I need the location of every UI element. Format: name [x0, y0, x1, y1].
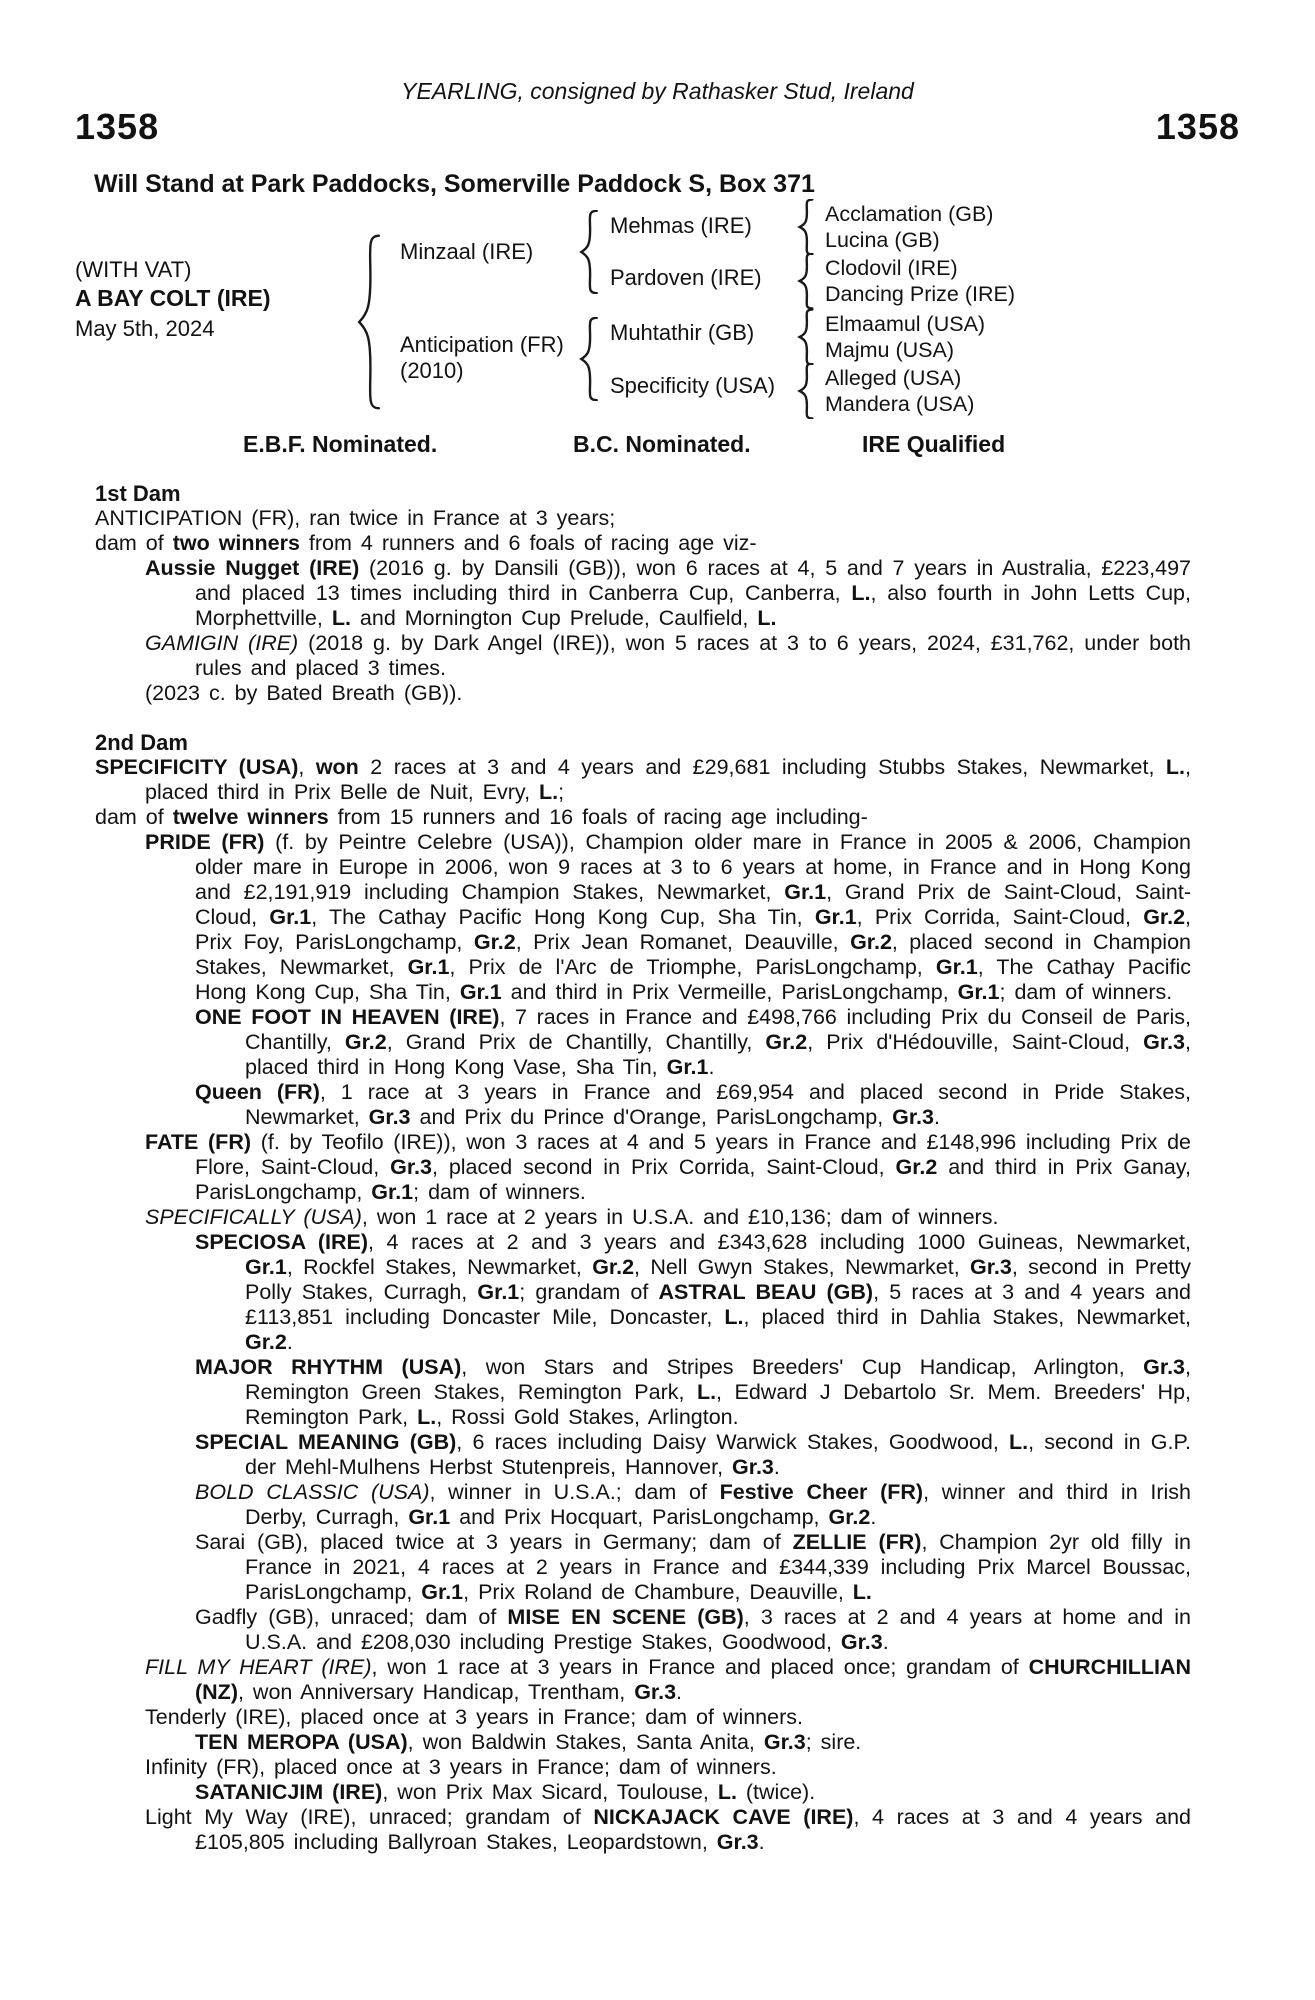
body-text: , Prix d'Hédouville, Saint-Cloud,	[807, 1030, 1144, 1054]
black-type-text: Gr.3	[892, 1105, 934, 1129]
pedigree-paragraph	[95, 531, 1191, 556]
black-type-text: L.	[539, 780, 559, 804]
dam-heading: 2nd Dam	[95, 730, 188, 755]
black-type-text: ZELLIE (FR)	[792, 1530, 922, 1554]
body-text: (f. by Teofilo (IRE)), won 3 races at 4 and 5 years in France and £148,996 including Prix de Flore, Saint-Cloud,	[195, 1130, 1191, 1179]
black-type-text: TEN MEROPA (USA)	[195, 1730, 408, 1754]
black-type-text: SPECIOSA (IRE)	[195, 1230, 369, 1254]
black-type-text: two winners	[172, 531, 300, 555]
body-text: , Remington Green Stakes, Remington Park,	[245, 1355, 1191, 1404]
black-type-text: twelve winners	[172, 805, 329, 829]
body-text: Gadfly (GB), unraced; dam of	[195, 1605, 508, 1629]
black-type-text: Gr.1	[459, 980, 502, 1004]
black-type-text: Gr.2	[850, 930, 892, 954]
sire-name: Minzaal (IRE)	[400, 239, 534, 264]
pedigree-paragraph	[95, 506, 1191, 531]
body-text: , Rossi Gold Stakes, Arlington.	[436, 1405, 739, 1429]
body-text: and Prix du Prince d'Orange, ParisLongchamp,	[410, 1105, 893, 1129]
body-text: , second in Pretty Polly Stakes, Curragh,	[245, 1255, 1191, 1304]
black-type-text: L.	[417, 1405, 437, 1429]
body-text: , Prix de l'Arc de Triomphe, ParisLongchamp,	[449, 955, 936, 979]
pedigree-paragraph	[95, 1005, 1191, 1080]
pedigree-paragraph	[95, 1780, 1191, 1805]
black-type-text: SPECIFICITY (USA)	[95, 755, 299, 779]
dam-name: Anticipation (FR)	[400, 332, 564, 357]
great-grandsire-name: Clodovil (IRE)	[825, 256, 958, 280]
body-text: , winner and third in Irish Derby, Curragh,	[245, 1480, 1191, 1529]
body-text: ;	[558, 780, 565, 804]
black-type-text: SATANICJIM (IRE)	[195, 1780, 383, 1804]
black-type-text: L.	[1009, 1430, 1029, 1454]
black-type-text: L.	[1165, 755, 1186, 779]
black-type-text: Gr.1	[421, 1580, 464, 1604]
black-type-text: Gr.1	[408, 1505, 451, 1529]
lot-number-right: 1358	[1155, 106, 1240, 147]
body-text: .	[758, 1830, 765, 1854]
body-text: (2023 c. by Bated Breath (GB)).	[145, 681, 463, 705]
black-type-text: Gr.3	[1143, 1355, 1186, 1379]
dam-year: (2010)	[400, 358, 464, 383]
black-type-text: CHURCHILLIAN (NZ)	[195, 1655, 1191, 1704]
body-text: .	[882, 1630, 889, 1654]
pedigree-paragraph	[95, 1480, 1191, 1530]
great-granddam-name: Mandera (USA)	[825, 392, 975, 416]
body-text: 2 races at 3 and 4 years and £29,681 including Stubbs Stakes, Newmarket,	[358, 755, 1166, 779]
body-text: , 4 races at 2 and 3 years and £343,628 including 1000 Guineas, Newmarket,	[368, 1230, 1191, 1254]
pedigree-paragraph	[95, 1130, 1191, 1205]
body-text: .	[773, 1455, 780, 1479]
black-type-text: Gr.3	[1143, 1030, 1186, 1054]
black-type-text: L.	[851, 581, 871, 605]
body-text: Light My Way (IRE), unraced; grandam of	[145, 1805, 594, 1829]
body-text: , won Anniversary Handicap, Trentham,	[237, 1680, 635, 1704]
pedigree-brace	[355, 234, 383, 410]
body-text: , placed second in Prix Corrida, Saint-Cloud,	[431, 1155, 896, 1179]
black-type-text: Gr.1	[477, 1280, 520, 1304]
black-type-text: Gr.2	[765, 1030, 808, 1054]
with-vat-label: (WITH VAT)	[75, 257, 192, 282]
lot-number-left: 1358	[75, 106, 160, 147]
great-granddam-name: Dancing Prize (IRE)	[825, 282, 1015, 306]
body-text: , 3 races at 2 and 4 years at home and in U.S.A. and £208,030 including Prestige Stakes, Goodwood,	[245, 1605, 1191, 1654]
black-type-text: SPECIAL MEANING (GB)	[195, 1430, 457, 1454]
black-type-text: Gr.3	[368, 1105, 411, 1129]
black-type-text: Gr.1	[666, 1055, 709, 1079]
black-type-text: NICKAJACK CAVE (IRE)	[593, 1805, 854, 1829]
black-type-text: Gr.3	[840, 1630, 883, 1654]
black-type-text: Gr.1	[957, 980, 1000, 1004]
pedigree-paragraph	[95, 1230, 1191, 1355]
body-text: , winner in U.S.A.; dam of	[429, 1480, 720, 1504]
body-text: ; grandam of	[519, 1280, 659, 1304]
body-text: , Prix Roland de Chambure, Deauville,	[463, 1580, 853, 1604]
horse-name: A BAY COLT (IRE)	[75, 285, 271, 311]
winner-italic-text: BOLD CLASSIC (USA)	[195, 1480, 430, 1504]
body-text: , 5 races at 3 and 4 years and £113,851 including Doncaster Mile, Doncaster,	[245, 1280, 1192, 1329]
body-text: ; sire.	[805, 1730, 862, 1754]
black-type-text: Gr.3	[390, 1155, 432, 1179]
body-text: Infinity (FR), placed once at 3 years in France; dam of winners.	[145, 1755, 777, 1779]
black-type-text: FATE (FR)	[145, 1130, 252, 1154]
consigned-line: YEARLING, consigned by Rathasker Stud, Ireland	[401, 78, 914, 104]
dam-section	[95, 481, 1191, 706]
body-text: , 4 races at 3 and 4 years and £105,805 including Ballyroan Stakes, Leopardstown,	[195, 1805, 1191, 1854]
pedigree-paragraph	[95, 1655, 1191, 1705]
black-type-text: Gr.1	[935, 955, 978, 979]
foal-date: May 5th, 2024	[75, 316, 215, 341]
body-text: .	[676, 1680, 683, 1704]
black-type-text: Queen (FR)	[195, 1080, 320, 1104]
pedigree-paragraph	[95, 1355, 1191, 1430]
body-text: , Prix Foy, ParisLongchamp,	[195, 905, 1192, 954]
black-type-text: Gr.2	[828, 1505, 871, 1529]
body-text: , Grand Prix de Chantilly, Chantilly,	[386, 1030, 766, 1054]
black-type-text: Gr.2	[473, 930, 516, 954]
pedigree-brace	[578, 210, 600, 294]
pedigree-paragraph	[95, 755, 1191, 805]
body-text: , Nell Gwyn Stakes, Newmarket,	[634, 1255, 970, 1279]
pedigree-paragraph	[95, 830, 1191, 1005]
black-type-text: Festive Cheer (FR)	[719, 1480, 924, 1504]
body-text: , 7 races in France and £498,766 including Prix du Conseil de Paris, Chantilly,	[245, 1005, 1191, 1054]
body-text: , Prix Corrida, Saint-Cloud,	[856, 905, 1144, 929]
black-type-text: L.	[331, 606, 351, 630]
body-text: and Mornington Cup Prelude, Caulfield,	[350, 606, 758, 630]
pedigree-paragraph	[95, 1755, 1191, 1780]
black-type-text: Gr.1	[245, 1255, 287, 1279]
body-text: and third in Prix Ganay, ParisLongchamp,	[195, 1155, 1192, 1204]
pedigree-paragraph	[95, 1705, 1191, 1730]
granddam-name: Pardoven (IRE)	[610, 265, 762, 290]
winner-italic-text: SPECIFICALLY (USA)	[145, 1205, 362, 1229]
pedigree-paragraph	[95, 1605, 1191, 1655]
pedigree-paragraph	[95, 1205, 1191, 1230]
body-text: , placed third in Prix Belle de Nuit, Evry,	[145, 755, 1191, 804]
winner-italic-text: FILL MY HEART (IRE)	[145, 1655, 372, 1679]
black-type-text: L.	[757, 606, 777, 630]
body-text: , placed third in Hong Kong Vase, Sha Tin,	[245, 1030, 1191, 1079]
black-type-text: won	[315, 755, 359, 779]
black-type-text: PRIDE (FR)	[145, 830, 265, 854]
pedigree-paragraph	[95, 556, 1191, 631]
body-text: , won Stars and Stripes Breeders' Cup Handicap, Arlington,	[461, 1355, 1144, 1379]
pedigree-brace	[797, 309, 815, 365]
pedigree-brace	[797, 199, 815, 255]
dam-section	[95, 730, 1191, 1855]
body-text: , Prix Jean Romanet, Deauville,	[515, 930, 851, 954]
black-type-text: ASTRAL BEAU (GB)	[658, 1280, 874, 1304]
body-text: ANTICIPATION (FR), ran twice in France at 3 years;	[95, 506, 616, 530]
black-type-text: Gr.1	[407, 955, 450, 979]
black-type-text: L.	[724, 1305, 744, 1329]
body-text: , also fourth in John Letts Cup, Morphettville,	[195, 581, 1191, 630]
ire-qualified-label: IRE Qualified	[862, 431, 1006, 457]
grandsire-name: Muhtathir (GB)	[610, 320, 755, 345]
body-text: , won Prix Max Sicard, Toulouse,	[382, 1780, 718, 1804]
great-grandsire-name: Alleged (USA)	[825, 366, 962, 390]
stand-line: Will Stand at Park Paddocks, Somerville Paddock S, Box 371	[94, 170, 815, 198]
pedigree-brace	[797, 363, 815, 419]
pedigree-paragraph	[95, 631, 1191, 681]
black-type-text: MISE EN SCENE (GB)	[507, 1605, 744, 1629]
pedigree-paragraph	[95, 805, 1191, 830]
body-text: , won 1 race at 2 years in U.S.A. and £10,136; dam of winners.	[361, 1205, 999, 1229]
black-type-text: Gr.1	[269, 905, 312, 929]
body-text: ,	[298, 755, 316, 779]
pedigree-paragraph	[95, 681, 1191, 706]
body-text: and third in Prix Vermeille, ParisLongchamp,	[501, 980, 958, 1004]
body-text: , The Cathay Pacific Hong Kong Cup, Sha Tin,	[195, 955, 1192, 1004]
body-text: (twice).	[736, 1780, 816, 1804]
black-type-text: MAJOR RHYTHM (USA)	[195, 1355, 462, 1379]
ebf-nominated-label: E.B.F. Nominated.	[243, 431, 438, 457]
great-granddam-name: Lucina (GB)	[825, 228, 940, 252]
black-type-text: Gr.1	[784, 880, 827, 904]
pedigree-paragraph	[95, 1730, 1191, 1755]
granddam-name: Specificity (USA)	[610, 373, 776, 398]
black-type-text: Gr.2	[344, 1030, 387, 1054]
body-text: .	[708, 1055, 715, 1079]
pedigree-paragraph	[95, 1530, 1191, 1605]
black-type-text: Aussie Nugget (IRE)	[145, 556, 360, 580]
black-type-text: Gr.2	[245, 1330, 287, 1354]
body-text: from 4 runners and 6 foals of racing age viz-	[299, 531, 757, 555]
black-type-text: ONE FOOT IN HEAVEN (IRE)	[195, 1005, 500, 1029]
black-type-text: Gr.2	[1143, 905, 1186, 929]
black-type-text: Gr.3	[634, 1680, 677, 1704]
body-text: from 15 runners and 16 foals of racing age including-	[328, 805, 868, 829]
body-text: , won 1 race at 3 years in France and placed once; grandam of	[371, 1655, 1029, 1679]
body-text: , Champion 2yr old filly in France in 2021, 4 races at 2 years in France and £344,339 including Prix Marcel Boussac, ParisLongchamp,	[245, 1530, 1192, 1604]
black-type-text: Gr.3	[732, 1455, 774, 1479]
grandsire-name: Mehmas (IRE)	[610, 213, 752, 238]
pedigree-paragraph	[95, 1080, 1191, 1130]
body-text: , won Baldwin Stakes, Santa Anita,	[407, 1730, 764, 1754]
body-text: , 6 races including Daisy Warwick Stakes, Goodwood,	[456, 1430, 1010, 1454]
pedigree-brace	[578, 317, 600, 401]
black-type-text: L.	[696, 1380, 717, 1404]
bc-nominated-label: B.C. Nominated.	[573, 431, 751, 457]
pedigree-brace	[797, 253, 815, 309]
body-text: ; dam of winners.	[413, 1180, 586, 1204]
black-type-text: Gr.3	[763, 1730, 806, 1754]
body-text: .	[870, 1505, 877, 1529]
black-type-text: L.	[717, 1780, 737, 1804]
body-text: dam of	[95, 531, 173, 555]
body-text: Tenderly (IRE), placed once at 3 years in France; dam of winners.	[145, 1705, 803, 1729]
body-text: Sarai (GB), placed twice at 3 years in Germany; dam of	[195, 1530, 793, 1554]
black-type-text: Gr.2	[895, 1155, 938, 1179]
pedigree-paragraph	[95, 1805, 1191, 1855]
body-text: and Prix Hocquart, ParisLongchamp,	[450, 1505, 829, 1529]
black-type-text: Gr.3	[716, 1830, 759, 1854]
black-type-text: L.	[852, 1580, 872, 1604]
great-grandsire-name: Elmaamul (USA)	[825, 312, 986, 336]
great-grandsire-name: Acclamation (GB)	[825, 202, 994, 226]
black-type-text: Gr.1	[371, 1180, 414, 1204]
body-text: , 1 race at 3 years in France and £69,954 and placed second in Pride Stakes, Newmarket,	[245, 1080, 1191, 1129]
body-text: , placed third in Dahlia Stakes, Newmarket,	[743, 1305, 1191, 1329]
black-type-text: Gr.1	[814, 905, 857, 929]
body-text: , Rockfel Stakes, Newmarket,	[286, 1255, 593, 1279]
black-type-text: Gr.3	[970, 1255, 1012, 1279]
dam-sections	[95, 481, 1191, 1855]
black-type-text: Gr.2	[592, 1255, 635, 1279]
body-text: , second in G.P. der Mehl-Mulhens Herbst Stutenpreis, Hannover,	[245, 1430, 1191, 1479]
dam-heading: 1st Dam	[95, 481, 181, 506]
body-text: , Grand Prix de Saint-Cloud, Saint-Cloud,	[195, 880, 1191, 929]
body-text: (2016 g. by Dansili (GB)), won 6 races at 4, 5 and 7 years in Australia, £223,497 and placed 13 times including third in Canberra Cup, Canberra,	[195, 556, 1192, 605]
body-text: .	[286, 1330, 293, 1354]
body-text: , The Cathay Pacific Hong Kong Cup, Sha Tin,	[311, 905, 815, 929]
body-text: ; dam of winners.	[999, 980, 1173, 1004]
body-text: .	[934, 1105, 940, 1129]
body-text: , Edward J Debartolo Sr. Mem. Breeders' Hp, Remington Park,	[245, 1380, 1192, 1429]
pedigree-paragraph	[95, 1430, 1191, 1480]
body-text: (f. by Peintre Celebre (USA)), Champion older mare in France in 2005 & 2006, Champion older mare in Europe in 2006, won 9 races at 3 to 6 years at home, in France and in Hong Kong and £2,191,919 including Champion Stakes, Newmarket,	[195, 830, 1191, 904]
pedigree-tree	[0, 0, 1315, 430]
body-text: , placed second in Champion Stakes, Newmarket,	[195, 930, 1191, 979]
winner-italic-text: GAMIGIN (IRE)	[145, 631, 299, 655]
great-granddam-name: Majmu (USA)	[825, 338, 955, 362]
body-text: dam of	[95, 805, 173, 829]
body-text: (2018 g. by Dark Angel (IRE)), won 5 races at 3 to 6 years, 2024, £31,762, under both rules and placed 3 times.	[195, 631, 1191, 680]
